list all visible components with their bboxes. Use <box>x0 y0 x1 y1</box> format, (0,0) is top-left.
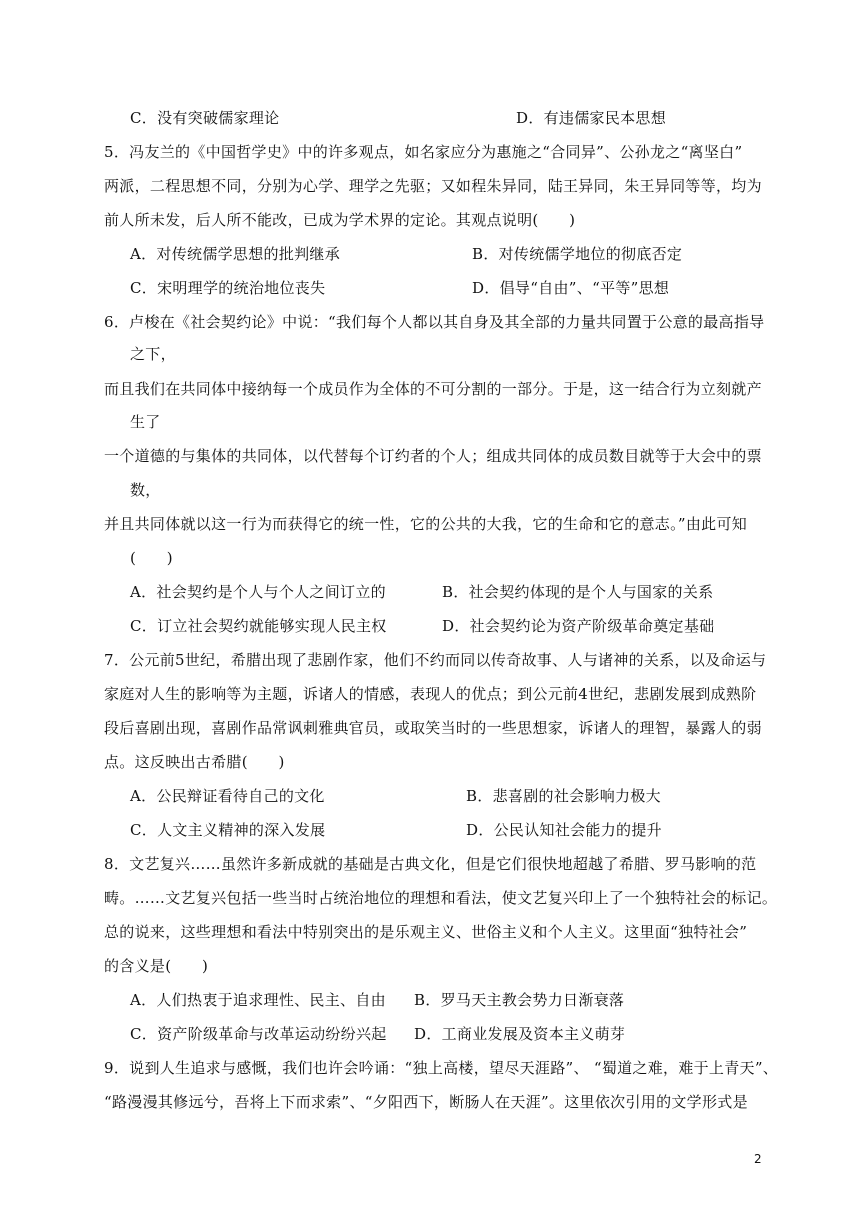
q4-option-d: D．有违儒家民本思想 <box>516 109 667 127</box>
q9-stem-line-2: “路漫漫其修远兮，吾将上下而求索”、“夕阳西下，断肠人在天涯”。这里依次引用的文学形式是 <box>104 1093 748 1111</box>
page-number: 2 <box>754 1152 762 1166</box>
q6-stem-line-4: 生了 <box>130 413 161 431</box>
q8-option-d: D．工商业发展及资本主义萌芽 <box>414 1025 626 1043</box>
q6-stem-line-3: 而且我们在共同体中接纳每一个成员作为全体的不可分割的一部分。于是，这一结合行为立刻就产 <box>104 380 762 398</box>
q7-option-d: D．公民认知社会能力的提升 <box>466 821 662 839</box>
q8-stem-line-3: 总的说来，这些理想和看法中特别突出的是乐观主义、世俗主义和个人主义。这里面“独特社会” <box>104 923 748 941</box>
q6-stem-line-5: 一个道德的与集体的共同体，以代替每个订约者的个人；组成共同体的成员数目就等于大会中的票 <box>104 447 762 465</box>
q5-option-d: D．倡导“自由”、“平等”思想 <box>472 279 670 297</box>
q5-option-b: B．对传统儒学地位的彻底否定 <box>472 245 683 263</box>
q6-option-a: A．社会契约是个人与个人之间订立的 <box>130 583 386 601</box>
q8-option-c: C．资产阶级革命与改革运动纷纷兴起 <box>130 1025 387 1043</box>
q8-stem-line-1: 8．文艺复兴……虽然许多新成就的基础是古典文化，但是它们很快地超越了希腊、罗马影响的范 <box>104 855 757 873</box>
q5-stem-line-3: 前人所未发，后人所不能改，已成为学术界的定论。其观点说明( ) <box>104 211 576 229</box>
q6-stem-line-6: 数， <box>130 481 161 499</box>
q5-option-a: A．对传统儒学思想的批判继承 <box>130 245 341 263</box>
q6-option-b: B．社会契约体现的是个人与国家的关系 <box>442 583 714 601</box>
q6-stem-line-7: 并且共同体就以这一行为而获得它的统一性，它的公共的大我，它的生命和它的意志。”由此可知 <box>104 515 748 533</box>
q7-option-b: B．悲喜剧的社会影响力极大 <box>466 787 661 805</box>
q8-option-b: B．罗马天主教会势力日渐衰落 <box>414 991 625 1009</box>
q7-stem-line-3: 段后喜剧出现，喜剧作品常讽刺雅典官员，或取笑当时的一些思想家，诉诸人的理智，暴露人的弱 <box>104 719 762 737</box>
q6-stem-line-8: ( ) <box>130 549 173 567</box>
q7-option-c: C．人文主义精神的深入发展 <box>130 821 326 839</box>
q5-option-c: C．宋明理学的统治地位丧失 <box>130 279 326 297</box>
q5-stem-line-2: 两派，二程思想不同，分别为心学、理学之先驱；又如程朱异同，陆王异同，朱王异同等等，均为 <box>104 177 762 195</box>
q9-stem-line-1: 9．说到人生追求与感慨，我们也许会吟诵：“独上高楼，望尽天涯路”、 “蜀道之难，难于上青天”、 <box>104 1059 779 1077</box>
q4-option-c: C．没有突破儒家理论 <box>130 109 280 127</box>
q6-stem-line-1: 6．卢梭在《社会契约论》中说：“我们每个人都以其自身及其全部的力量共同置于公意的最高指导 <box>104 313 765 331</box>
q6-option-d: D．社会契约论为资产阶级革命奠定基础 <box>442 617 715 635</box>
q7-stem-line-2: 家庭对人生的影响等为主题，诉诸人的情感，表现人的优点；到公元前4世纪，悲剧发展到成熟阶 <box>104 685 757 703</box>
q6-stem-line-2: 之下， <box>130 345 176 363</box>
q7-stem-line-1: 7．公元前5世纪，希腊出现了悲剧作家，他们不约而同以传奇故事、人与诸神的关系，以及命运与 <box>104 651 767 669</box>
q8-stem-line-2: 畴。……文艺复兴包括一些当时占统治地位的理想和看法，使文艺复兴印上了一个独特社会的标记。 <box>104 889 778 907</box>
q5-stem-line-1: 5．冯友兰的《中国哲学史》中的许多观点，如名家应分为惠施之“合同异”、公孙龙之“离坚白” <box>104 143 743 161</box>
q8-option-a: A．人们热衷于追求理性、民主、自由 <box>130 991 386 1009</box>
q7-stem-line-4: 点。这反映出古希腊( ) <box>104 753 285 771</box>
q8-stem-line-4: 的含义是( ) <box>104 957 209 975</box>
q7-option-a: A．公民辩证看待自己的文化 <box>130 787 325 805</box>
q6-option-c: C．订立社会契约就能够实现人民主权 <box>130 617 387 635</box>
